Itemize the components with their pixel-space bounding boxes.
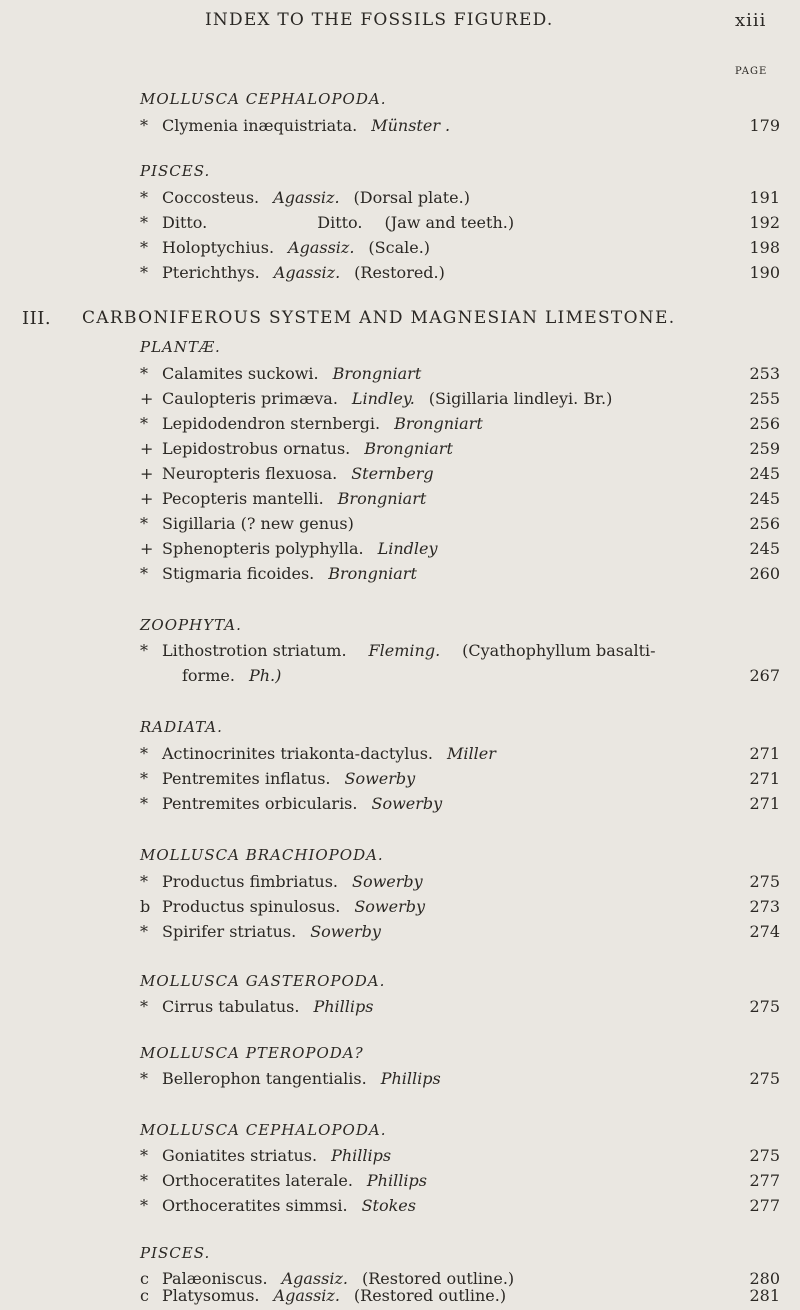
section-heading: MOLLUSCA PTEROPODA? (140, 1044, 364, 1062)
entry-name: Pterichthys. (162, 263, 260, 282)
entry-name: Pentremites orbicularis. (162, 794, 358, 813)
index-entry (140, 539, 780, 563)
index-entry (140, 464, 780, 488)
entry-name: Palæoniscus. (162, 1269, 268, 1288)
index-entry (140, 1146, 780, 1170)
entry-author: Phillips (366, 1171, 427, 1190)
entry-page: 271 (749, 744, 780, 763)
entry-author: Brongniart (394, 414, 483, 433)
entry-page: 256 (749, 514, 780, 533)
entry-mark: * (140, 263, 148, 282)
entry-name: Orthoceratites laterale. (162, 1171, 353, 1190)
entry-mark: * (140, 1171, 148, 1190)
entry-cont-text: forme. (182, 666, 235, 685)
entry-author: Phillips (313, 997, 374, 1016)
entry-mark: b (140, 897, 151, 916)
entry-name: Neuropteris flexuosa. (162, 464, 338, 483)
entry-name: Clymenia inæquistriata. (162, 116, 358, 135)
system-title: CARBONIFEROUS SYSTEM AND MAGNESIAN LIMESTONE. (82, 308, 676, 328)
index-entry (140, 564, 780, 588)
entry-mark: * (140, 116, 148, 135)
entry-author: Sowerby (354, 897, 426, 916)
entry-page: 179 (749, 116, 780, 135)
index-entry (140, 364, 780, 388)
entry-note: (Scale.) (368, 238, 431, 257)
index-entry (140, 188, 780, 212)
entry-author: Münster . (371, 116, 451, 135)
entry-author: Agassiz. (281, 1269, 348, 1288)
entry-page: 192 (749, 213, 780, 232)
entry-page: 259 (749, 439, 780, 458)
entry-author: Agassiz. (273, 1286, 340, 1305)
entry-mark: * (140, 769, 148, 788)
entry-name: Productus fimbriatus. (162, 872, 339, 891)
entry-page: 280 (749, 1269, 780, 1288)
entry-page: 275 (749, 1146, 780, 1165)
index-entry (140, 1196, 780, 1220)
index-entry (140, 1171, 780, 1195)
section-heading: ZOOPHYTA. (140, 616, 242, 634)
entry-page: 255 (749, 389, 780, 408)
entry-author: Brongniart (337, 489, 427, 508)
entry-mark: * (140, 1196, 148, 1215)
index-entry (140, 489, 780, 513)
entry-author: Lindley (377, 539, 438, 558)
index-entry (140, 1069, 780, 1093)
entry-page: 275 (749, 1069, 780, 1088)
entry-mark: + (140, 439, 154, 458)
index-entry (140, 897, 780, 921)
entry-page: 277 (749, 1171, 780, 1190)
entry-page: 253 (749, 364, 780, 383)
entry-name: Holoptychius. (162, 238, 275, 257)
entry-mark: * (140, 414, 148, 433)
entry-page: 245 (749, 464, 780, 483)
index-entry (140, 1286, 780, 1310)
entry-page: 256 (749, 414, 780, 433)
index-entry (140, 997, 780, 1021)
entry-author: Phillips (380, 1069, 441, 1088)
entry-author: Agassiz. (273, 263, 341, 282)
entry-author: Sowerby (371, 794, 443, 813)
entry-continuation (182, 666, 780, 685)
entry-page: 198 (749, 238, 780, 257)
entry-author: Brongniart (328, 564, 417, 583)
entry-note: (Restored outline.) (353, 1286, 507, 1305)
section-heading: MOLLUSCA CEPHALOPODA. (140, 90, 387, 108)
section-heading: MOLLUSCA GASTEROPODA. (140, 972, 386, 990)
entry-author: Sowerby (310, 922, 381, 941)
entry-name: Pecopteris mantelli. (162, 489, 324, 508)
index-entry (140, 213, 780, 237)
section-heading: RADIATA. (140, 718, 223, 736)
entry-mark: + (140, 464, 154, 483)
entry-page: 271 (749, 794, 780, 813)
entry-note: (Dorsal plate.) (353, 188, 470, 207)
entry-mark: * (140, 641, 148, 660)
entry-page: 274 (749, 922, 780, 941)
entry-page: 267 (749, 666, 780, 685)
entry-page: 191 (749, 188, 780, 207)
index-entry (140, 641, 780, 665)
entry-name: Stigmaria ficoides. (162, 564, 315, 583)
entry-author: Miller (447, 744, 496, 763)
entry-mark: * (140, 213, 148, 232)
entry-note: (Restored outline.) (361, 1269, 515, 1288)
section-heading: PISCES. (140, 162, 211, 180)
entry-note: (Jaw and teeth.) (384, 213, 515, 232)
entry-name: Lepidodendron sternbergi. (162, 414, 381, 433)
section-heading: MOLLUSCA CEPHALOPODA. (140, 1121, 387, 1139)
entry-name: Ditto. (162, 213, 208, 232)
entry-page: 275 (749, 997, 780, 1016)
index-entry (140, 922, 780, 946)
entry-mark: c (140, 1286, 149, 1305)
part-numeral: III. (22, 308, 52, 329)
entry-mark: * (140, 514, 148, 533)
entry-mark: * (140, 188, 148, 207)
entry-name: Actinocrinites triakonta-dactylus. (162, 744, 434, 763)
entry-page: 273 (749, 897, 780, 916)
page-number: xiii (735, 10, 767, 31)
entry-page: 275 (749, 872, 780, 891)
entry-name: Sigillaria (? new genus) (162, 514, 354, 533)
entry-name: Lithostrotion striatum. (162, 641, 347, 660)
entry-page: 281 (749, 1286, 780, 1305)
index-entry (140, 439, 780, 463)
entry-mark: + (140, 539, 154, 558)
entry-page: 271 (749, 769, 780, 788)
entry-mark: * (140, 922, 148, 941)
entry-author: Sowerby (352, 872, 423, 891)
entry-mark: * (140, 997, 148, 1016)
entry-mark: * (140, 238, 148, 257)
entry-author: Sternberg (351, 464, 434, 483)
entry-author: Brongniart (364, 439, 453, 458)
entry-note: (Sigillaria lindleyi. Br.) (428, 389, 613, 408)
entry-name: Coccosteus. (162, 188, 260, 207)
entry-mark: * (140, 564, 148, 583)
running-header (0, 10, 800, 36)
entry-name: Lepidostrobus ornatus. (162, 439, 351, 458)
entry-note: (Cyathophyllum basalti- (462, 641, 656, 660)
index-entry (140, 389, 780, 413)
entry-cont-author: Ph.) (248, 666, 282, 685)
index-entry (140, 238, 780, 262)
index-entry (140, 263, 780, 287)
entry-name: Bellerophon tangentialis. (162, 1069, 367, 1088)
entry-note: (Restored.) (354, 263, 445, 282)
entry-mark: + (140, 489, 154, 508)
entry-name: Platysomus. (162, 1286, 260, 1305)
entry-page: 277 (749, 1196, 780, 1215)
entry-author: Sowerby (344, 769, 416, 788)
entry-mark: + (140, 389, 154, 408)
entry-name: Pentremites inflatus. (162, 769, 331, 788)
index-entry (140, 769, 780, 793)
entry-author: Agassiz. (273, 188, 340, 207)
entry-mark: * (140, 744, 148, 763)
index-entry (140, 514, 780, 538)
entry-mark: c (140, 1269, 149, 1288)
entry-page: 260 (749, 564, 780, 583)
entry-author: Fleming. (368, 641, 441, 660)
entry-mark: * (140, 794, 148, 813)
index-entry (140, 794, 780, 818)
entry-name: Spirifer striatus. (162, 922, 297, 941)
entry-name: Calamites suckowi. (162, 364, 319, 383)
index-entry (140, 414, 780, 438)
entry-author: Ditto. (317, 213, 363, 232)
entry-page: 245 (749, 539, 780, 558)
entry-author: Lindley. (351, 389, 415, 408)
section-heading: PISCES. (140, 1244, 211, 1262)
entry-mark: * (140, 872, 148, 891)
entry-name: Sphenopteris polyphylla. (162, 539, 364, 558)
entry-author: Phillips (331, 1146, 392, 1165)
index-entry (140, 872, 780, 896)
index-entry (140, 116, 780, 140)
entry-author: Agassiz. (288, 238, 355, 257)
entry-mark: * (140, 1069, 148, 1088)
entry-name: Goniatites striatus. (162, 1146, 318, 1165)
entry-author: Stokes (361, 1196, 416, 1215)
entry-name: Productus spinulosus. (162, 897, 341, 916)
section-heading: MOLLUSCA BRACHIOPODA. (140, 846, 384, 864)
entry-page: 190 (749, 263, 780, 282)
page-column-label: PAGE (735, 66, 768, 77)
section-heading: PLANTÆ. (140, 338, 221, 356)
entry-page: 245 (749, 489, 780, 508)
entry-name: Cirrus tabulatus. (162, 997, 300, 1016)
entry-author: Brongniart (332, 364, 422, 383)
entry-name: Orthoceratites simmsi. (162, 1196, 348, 1215)
entry-name: Caulopteris primæva. (162, 389, 338, 408)
entry-mark: * (140, 1146, 148, 1165)
index-entry (140, 744, 780, 768)
entry-mark: * (140, 364, 148, 383)
page-title: INDEX TO THE FOSSILS FIGURED. (205, 10, 554, 30)
